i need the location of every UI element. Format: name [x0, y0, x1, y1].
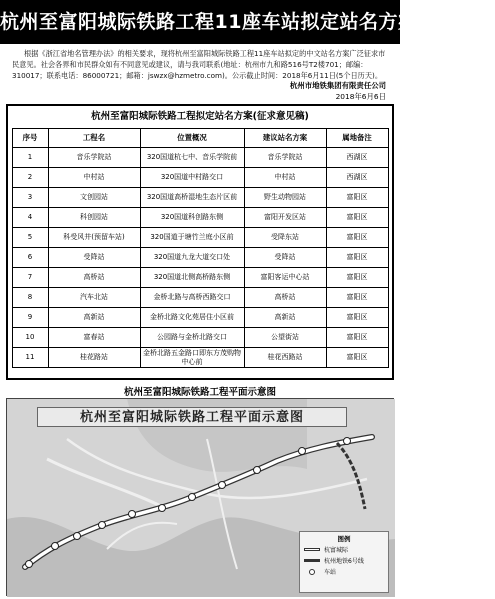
notice-date: 2018年6月6日 — [335, 92, 386, 101]
cell-project-name: 高桥站 — [48, 268, 140, 288]
notice-paragraph — [12, 48, 388, 81]
cell-index: 8 — [12, 288, 48, 308]
cell-proposed-name: 富阳开发区站 — [244, 208, 326, 228]
headline: 杭州至富阳城际铁路工程11座车站拟定站名方案征求意见 — [0, 0, 400, 44]
header-location: 位置概况 — [140, 129, 244, 148]
cell-index: 7 — [12, 268, 48, 288]
cell-project-name: 科创园站 — [48, 208, 140, 228]
cell-project-name: 高新站 — [48, 308, 140, 328]
cell-location: 金桥北路与高桥西路交口 — [140, 288, 244, 308]
cell-proposed-name: 野生动物园站 — [244, 188, 326, 208]
cell-district: 西湖区 — [326, 168, 388, 188]
legend-title: 图例 — [337, 535, 351, 543]
line-swatch-icon — [304, 548, 320, 551]
cell-project-name: 文创园站 — [48, 188, 140, 208]
cell-location: 320国道杭七中、音乐学院前 — [140, 148, 244, 168]
cell-district: 富阳区 — [326, 288, 388, 308]
metro-swatch-icon — [304, 559, 320, 562]
map-banner: 杭州至富阳城际铁路工程平面示意图 — [37, 407, 347, 427]
cell-district: 富阳区 — [326, 208, 388, 228]
cell-index: 2 — [12, 168, 48, 188]
cell-district: 富阳区 — [326, 188, 388, 208]
cell-index: 9 — [12, 308, 48, 328]
notice-organization: 杭州市地铁集团有限责任公司 — [289, 81, 386, 90]
cell-project-name: 音乐学院站 — [48, 148, 140, 168]
cell-location: 320国道九龙大道交口处 — [140, 248, 244, 268]
station-name-table — [12, 128, 389, 368]
cell-proposed-name: 受降东站 — [244, 228, 326, 248]
table-row — [12, 208, 388, 228]
station-dot-icon — [309, 569, 315, 575]
table-row — [12, 168, 388, 188]
cell-proposed-name: 高桥站 — [244, 288, 326, 308]
header-proposed-name: 建议站名方案 — [244, 129, 326, 148]
cell-location: 320国道于塘竹兰庭小区前 — [140, 228, 244, 248]
header-project-name: 工程名 — [48, 129, 140, 148]
cell-proposed-name: 桂花西路站 — [244, 348, 326, 368]
cell-location: 金桥北路五金路口即东方茂购物中心前 — [140, 348, 244, 368]
cell-location: 金桥北路文化苑居住小区前 — [140, 308, 244, 328]
cell-location: 320国道中村路交口 — [140, 168, 244, 188]
cell-proposed-name: 富阳客运中心站 — [244, 268, 326, 288]
route-map — [6, 398, 394, 596]
table-row — [12, 288, 388, 308]
cell-proposed-name: 音乐学院站 — [244, 148, 326, 168]
table-row — [12, 148, 388, 168]
table-row — [12, 348, 388, 368]
legend-item-station — [304, 567, 384, 576]
cell-district: 富阳区 — [326, 268, 388, 288]
notice-body: 根据《浙江省地名管理办法》的相关要求，现将杭州至富阳城际铁路工程11座车站拟定的中文站名方案广泛征求市民意见。社会各界和市民群众如有不同意见或建议，请与我司联系(地址：杭州市九和路516号T2楼701；邮编：310017；联系电话：86000721；邮箱：jswzx@hzmetro.com)。公示截止时间：2018年6月11日(5个日历天)。 — [12, 49, 386, 80]
legend-label: 车站 — [324, 569, 337, 576]
cell-district: 富阳区 — [326, 328, 388, 348]
cell-location: 320国道高桥湿地生态片区前 — [140, 188, 244, 208]
table-header-row — [12, 129, 388, 148]
cell-project-name: 中村站 — [48, 168, 140, 188]
cell-index: 4 — [12, 208, 48, 228]
table-row — [12, 268, 388, 288]
header-district: 属地备注 — [326, 129, 388, 148]
table-row — [12, 248, 388, 268]
cell-index: 6 — [12, 248, 48, 268]
cell-project-name: 富春站 — [48, 328, 140, 348]
header-index: 序号 — [12, 129, 48, 148]
cell-index: 1 — [12, 148, 48, 168]
cell-index: 10 — [12, 328, 48, 348]
cell-index: 3 — [12, 188, 48, 208]
legend-label: 杭富城际 — [324, 547, 349, 554]
table-title: 杭州至富阳城际铁路工程拟定站名方案(征求意见稿) — [91, 111, 309, 122]
cell-district: 富阳区 — [326, 248, 388, 268]
cell-project-name: 受降站 — [48, 248, 140, 268]
cell-district: 富阳区 — [326, 308, 388, 328]
table-row — [12, 228, 388, 248]
map-legend — [299, 531, 389, 593]
cell-proposed-name: 中村站 — [244, 168, 326, 188]
station-name-table-panel — [6, 104, 394, 380]
cell-project-name: 汽车北站 — [48, 288, 140, 308]
table-row — [12, 328, 388, 348]
cell-proposed-name: 高新站 — [244, 308, 326, 328]
legend-item-metro — [304, 556, 384, 565]
table-row — [12, 308, 388, 328]
cell-index: 11 — [12, 348, 48, 368]
legend-item-line — [304, 545, 384, 554]
cell-district: 富阳区 — [326, 228, 388, 248]
cell-district: 富阳区 — [326, 348, 388, 368]
legend-label: 杭州地铁6号线 — [324, 558, 364, 565]
cell-proposed-name: 公望街站 — [244, 328, 326, 348]
cell-index: 5 — [12, 228, 48, 248]
cell-location: 320国道北侧高桥路东侧 — [140, 268, 244, 288]
cell-project-name: 桂花路站 — [48, 348, 140, 368]
map-title: 杭州至富阳城际铁路工程平面示意图 — [123, 387, 276, 398]
cell-location: 320国道科创路东侧 — [140, 208, 244, 228]
cell-proposed-name: 受降站 — [244, 248, 326, 268]
cell-project-name: 科受风井(预留车站) — [48, 228, 140, 248]
cell-location: 公园路与金桥北路交口 — [140, 328, 244, 348]
cell-district: 西湖区 — [326, 148, 388, 168]
table-row — [12, 188, 388, 208]
